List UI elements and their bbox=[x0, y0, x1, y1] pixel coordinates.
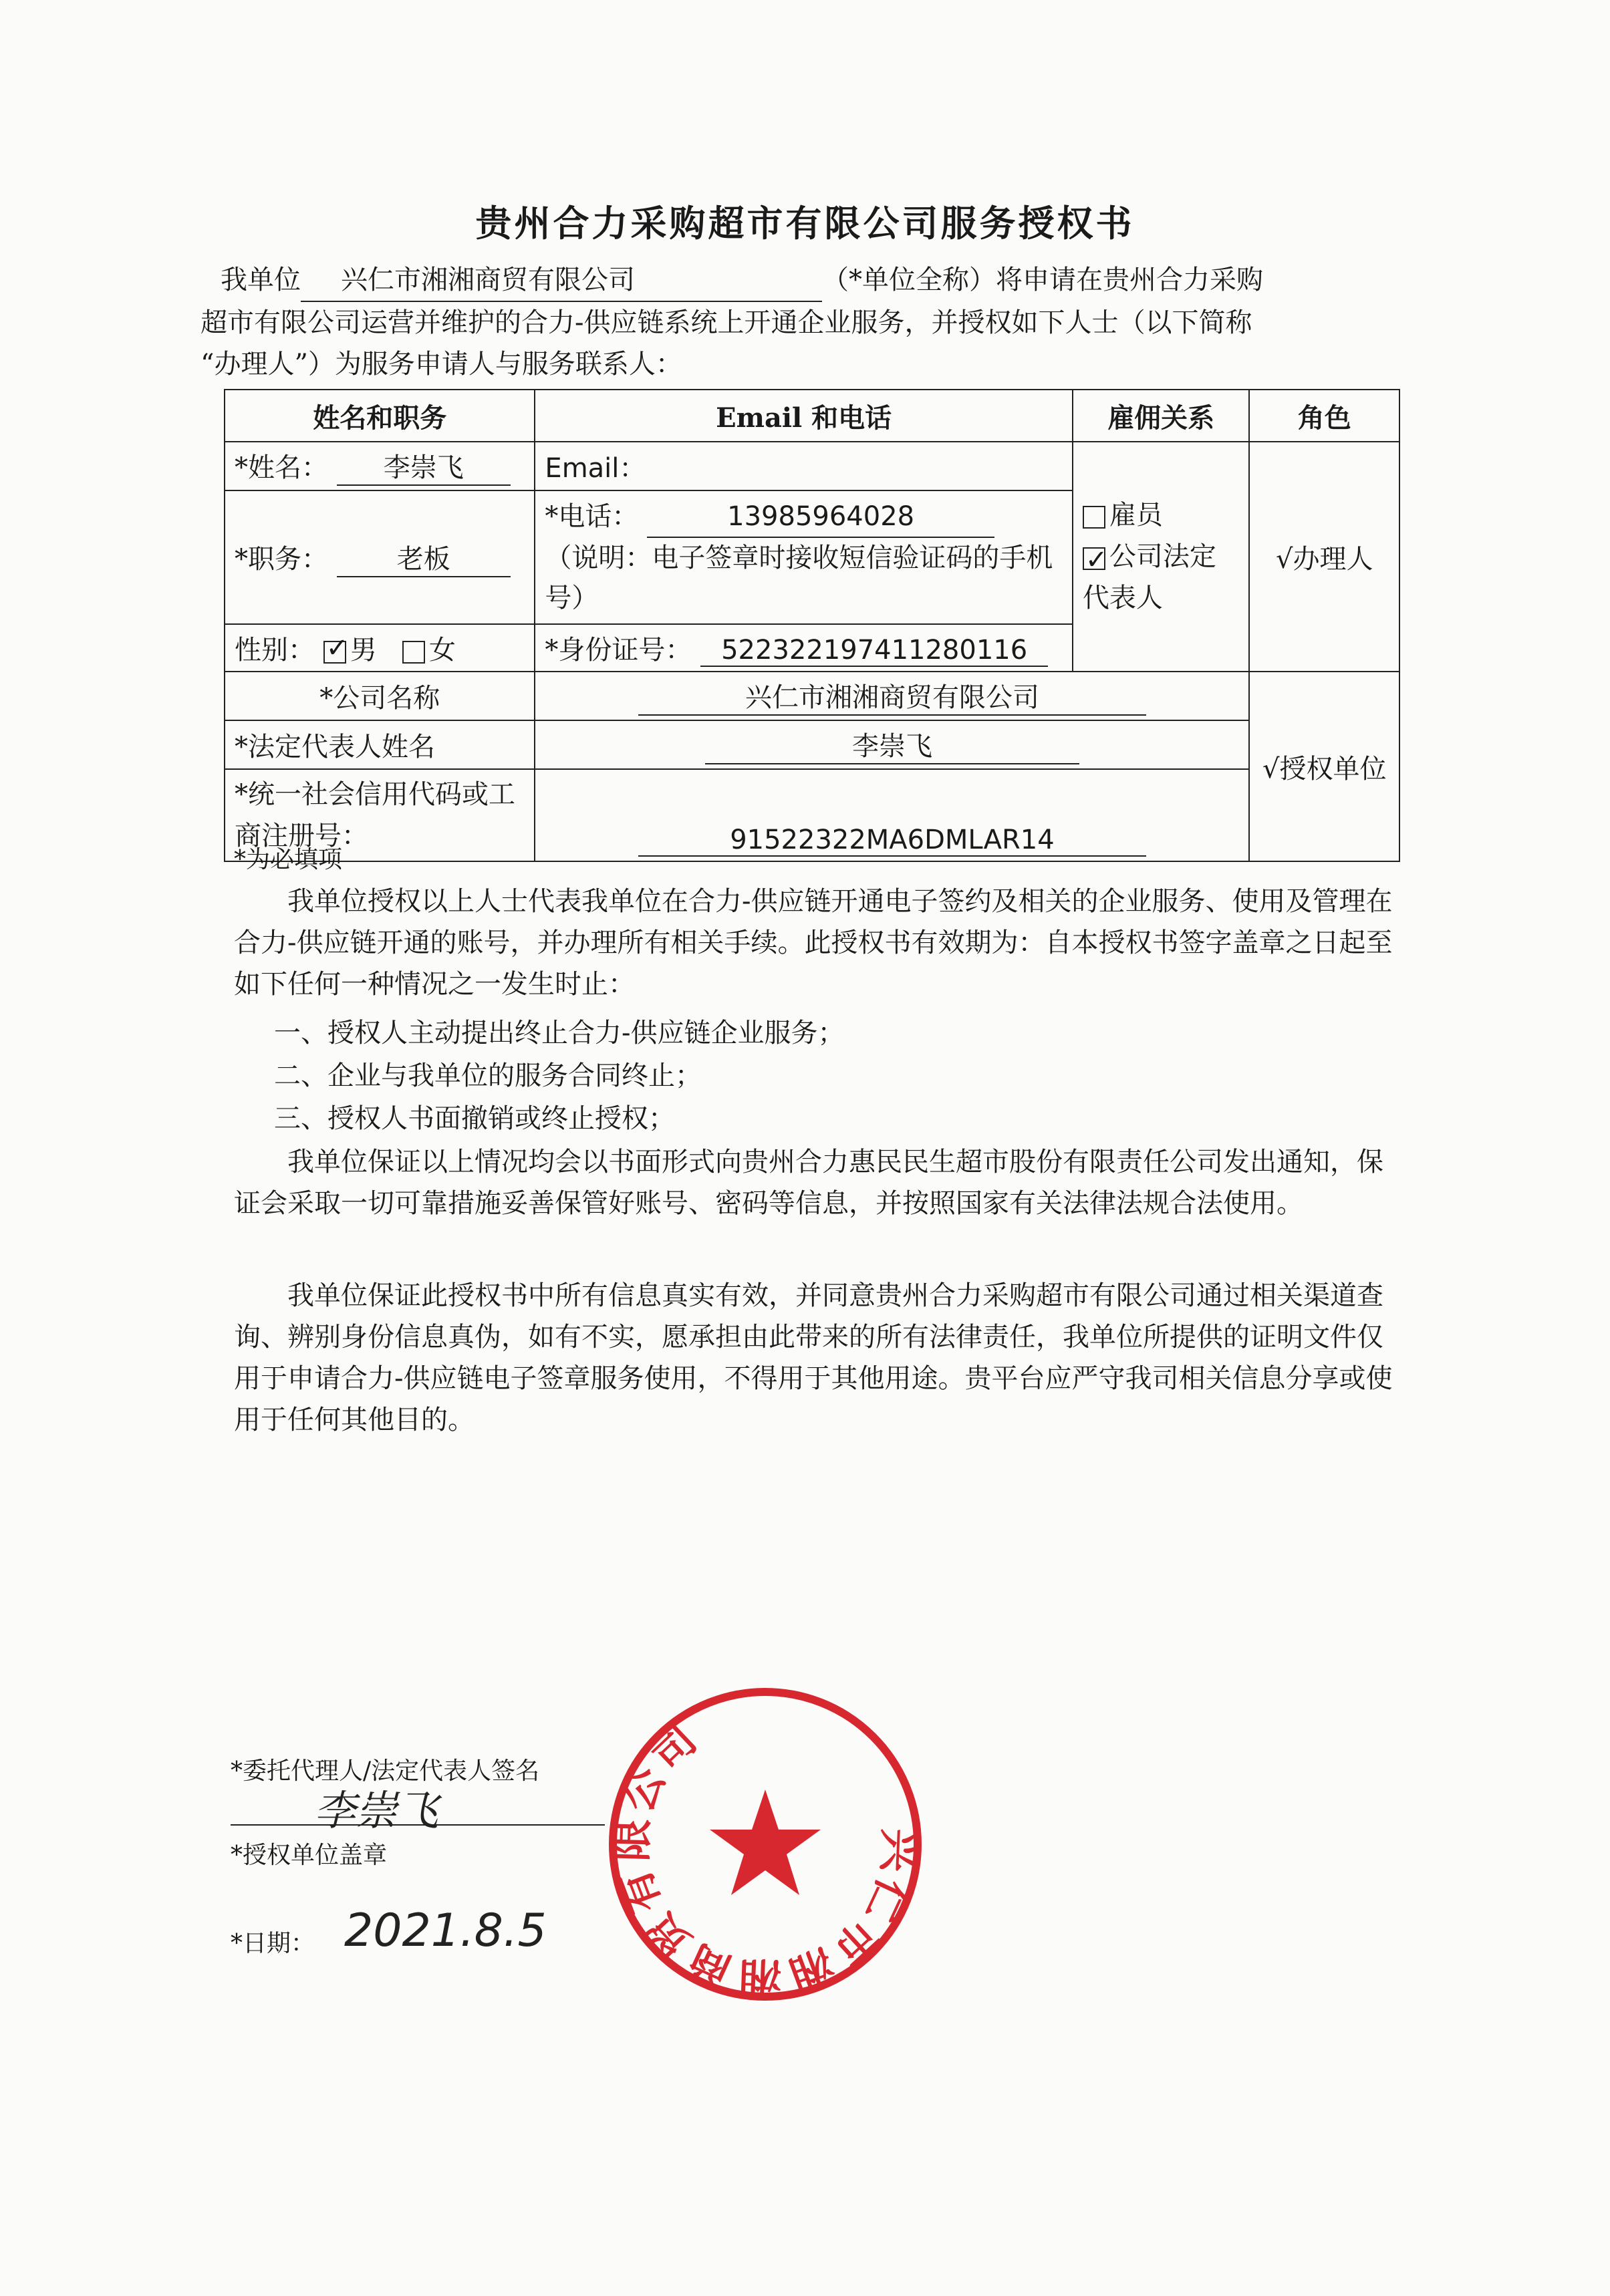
paragraph-truthfulness: 我单位保证此授权书中所有信息真实有效，并同意贵州合力采购超市有限公司通过相关渠道查询、辨别身份信息真伪，如有不实，愿承担由此带来的所有法律责任，我单位所提供的证明文件仅用于申请合力-供应链电子签章服务使用，不得用于其他用途。贵平台应严守我司相关信息分享或使用于任何其他目的。 bbox=[234, 1280, 1393, 1435]
intro-line-3: “办理人”）为服务申请人与服务联系人： bbox=[200, 349, 682, 380]
signature-line bbox=[231, 1824, 605, 1826]
date-label: *日期： bbox=[231, 1930, 315, 1957]
male-checkbox bbox=[323, 641, 346, 664]
female-checkbox bbox=[402, 641, 425, 664]
header-role: 角色 bbox=[1249, 390, 1399, 442]
legal-rep-checkbox bbox=[1083, 547, 1105, 570]
authorization-form-table bbox=[224, 389, 1400, 862]
company-value-cell bbox=[535, 672, 1249, 720]
employment-cell bbox=[1073, 442, 1250, 672]
paragraph-guarantee: 我单位保证以上情况均会以书面形式向贵州合力惠民民生超市股份有限责任公司发出通知，保证会采取一切可靠措施妥善保管好账号、密码等信息，并按照国家有关法律法规合法使用。 bbox=[234, 1147, 1383, 1219]
company-value: 兴仁市湘湘商贸有限公司 bbox=[638, 676, 1146, 716]
handwritten-signature: 李崇飞 bbox=[314, 1786, 439, 1835]
phone-note: （说明：电子签章时接收短信验证码的手机号） bbox=[545, 543, 1053, 613]
gender-male: 男 bbox=[350, 635, 377, 666]
condition-item-2: 二、企业与我单位的服务合同终止； bbox=[274, 1060, 702, 1091]
id-label: *身份证号： bbox=[545, 635, 692, 666]
legal-rep-label: *法定代表人姓名 bbox=[235, 732, 435, 762]
seal-text: 兴仁市湘湘商贸有限公司 bbox=[606, 1714, 925, 2004]
id-value: 522322197411280116 bbox=[700, 635, 1048, 667]
role-handler-cell bbox=[1249, 442, 1399, 672]
header-name-position: 姓名和职务 bbox=[225, 390, 535, 442]
seal-label: *授权单位盖章 bbox=[231, 1842, 388, 1869]
credit-code-label: *统一社会信用代码或工商注册号： bbox=[235, 779, 515, 851]
document-title: 贵州合力采购超市有限公司服务授权书 bbox=[475, 202, 1135, 245]
intro-paragraph bbox=[200, 259, 1397, 385]
role-unit: √授权单位 bbox=[1262, 753, 1387, 784]
intro-line-2: 超市有限公司运营并维护的合力-供应链系统上开通企业服务，并授权如下人士（以下简称 bbox=[200, 307, 1252, 338]
phone-label: *电话： bbox=[545, 501, 639, 532]
header-email-phone: Email 和电话 bbox=[535, 390, 1072, 442]
gender-cell bbox=[225, 624, 535, 672]
gender-label: 性别： bbox=[235, 635, 315, 666]
name-label: *姓名： bbox=[235, 452, 328, 483]
paragraph-authorization: 我单位授权以上人士代表我单位在合力-供应链开通电子签约及相关的企业服务、使用及管理在合力-供应链开通的账号，并办理所有相关手续。此授权书有效期为：自本授权书签字盖章之日起至如下任何一种情况之一发生时止： bbox=[234, 886, 1393, 1000]
seal-star-icon bbox=[710, 1789, 821, 1895]
email-cell bbox=[535, 442, 1072, 490]
role-handler: √办理人 bbox=[1275, 543, 1373, 575]
phone-value: 13985964028 bbox=[647, 496, 994, 538]
phone-cell bbox=[535, 490, 1072, 624]
intro-suffix: （*单位全称）将申请在贵州合力采购 bbox=[822, 265, 1263, 295]
employee-checkbox bbox=[1083, 506, 1105, 529]
id-cell bbox=[535, 624, 1072, 672]
legal-rep-value: 李崇飞 bbox=[705, 725, 1079, 764]
employment-employee-label: 雇员 bbox=[1109, 500, 1163, 531]
position-value: 老板 bbox=[337, 538, 511, 577]
name-cell bbox=[225, 442, 535, 490]
intro-prefix: 我单位 bbox=[221, 265, 301, 295]
credit-code-value-cell bbox=[535, 769, 1249, 861]
legal-rep-label-cell bbox=[225, 720, 535, 769]
header-employment: 雇佣关系 bbox=[1073, 390, 1250, 442]
email-label: Email： bbox=[545, 453, 646, 484]
role-unit-cell bbox=[1249, 672, 1399, 861]
required-note: *为必填项 bbox=[234, 846, 343, 873]
name-value: 李崇飞 bbox=[337, 446, 511, 486]
condition-item-3: 三、授权人书面撤销或终止授权； bbox=[274, 1103, 675, 1134]
employment-legal-label: 公司法定代表人 bbox=[1082, 541, 1216, 613]
company-full-name: 兴仁市湘湘商贸有限公司 bbox=[301, 259, 822, 302]
legal-rep-value-cell bbox=[535, 720, 1249, 769]
condition-item-1: 一、授权人主动提出终止合力-供应链企业服务； bbox=[274, 1018, 845, 1048]
handwritten-date: 2021.8.5 bbox=[344, 1904, 547, 1957]
company-label: *公司名称 bbox=[319, 683, 440, 714]
credit-code-value: 91522322MA6DMLAR14 bbox=[638, 825, 1146, 857]
company-seal bbox=[605, 1684, 926, 2005]
position-label: *职务： bbox=[235, 543, 328, 575]
company-label-cell bbox=[225, 672, 535, 720]
position-cell bbox=[225, 490, 535, 624]
agent-signature-label: *委托代理人/法定代表人签名 bbox=[231, 1757, 540, 1785]
gender-female: 女 bbox=[428, 635, 456, 666]
